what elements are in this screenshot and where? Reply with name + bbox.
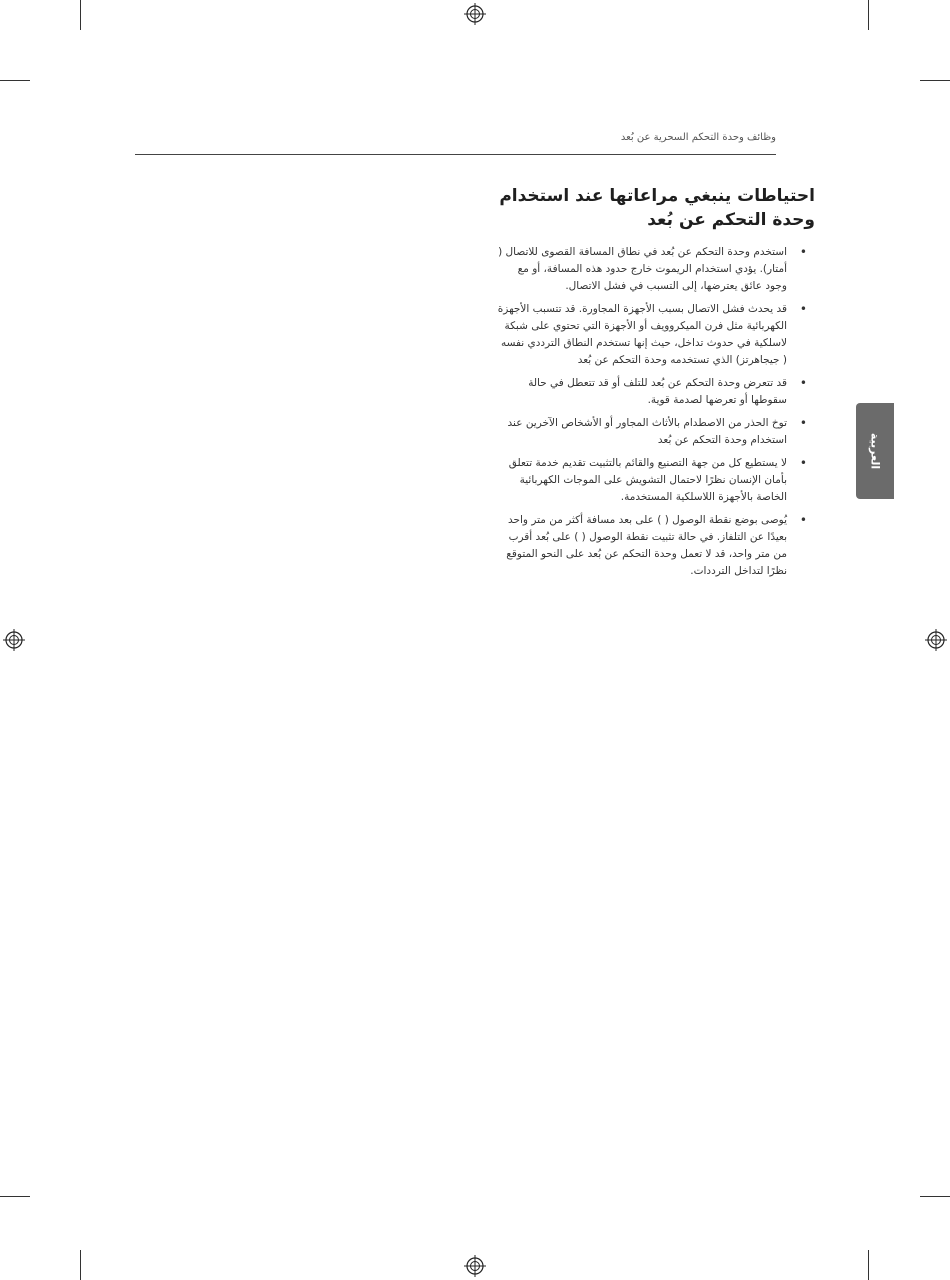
crop-mark-bottom-left [80,1250,81,1280]
running-head: وظائف وحدة التحكم السحرية عن بُعد [620,132,776,143]
crop-mark-left-bottom [0,1196,30,1197]
list-item: • قد يحدث فشل الاتصال بسبب الأجهزة المجاورة. قد تتسبب الأجهزة الكهربائية مثل فرن الميكروويف أو الأجهزة التي تحتوي على شبكة لاسلكية في حدوث تداخل، حيث إنها تستخدم النطاق الترددي نفسه ( جيجاهرتز) الذي تستخدمه وحدة التحكم عن بُعد [495,301,815,369]
registration-mark-top-icon [464,3,486,25]
precautions-list [495,244,815,586]
list-item: • لا يستطيع كل من جهة التصنيع والقائم بالتثبيت تقديم خدمة تتعلق بأمان الإنسان نظرًا لاحتمال التشويش على الموجات الكهربائية الخاصة بالأجهزة اللاسلكية المستخدمة. [495,455,815,506]
crop-mark-left-top [0,80,30,81]
crop-mark-right-top [920,80,950,81]
list-item: • توخ الحذر من الاصطدام بالأثاث المجاور أو الأشخاص الآخرين عند استخدام وحدة التحكم عن بُعد [495,415,815,449]
crop-mark-top-right [868,0,869,30]
header-rule [135,154,776,155]
registration-mark-right-icon [925,629,947,651]
registration-mark-left-icon [3,629,25,651]
crop-mark-bottom-right [868,1250,869,1280]
language-tab-label: العربية [868,432,882,470]
crop-mark-top-left [80,0,81,30]
list-item: • استخدم وحدة التحكم عن بُعد في نطاق المسافة القصوى للاتصال ( أمتار). يؤدي استخدام الريموت خارج حدود هذه المسافة، أو مع وجود عائق يعترضها، إلى التسبب في فشل الاتصال. [495,244,815,295]
crop-mark-right-bottom [920,1196,950,1197]
section-title: احتياطات ينبغي مراعاتها عند استخدام وحدة التحكم عن بُعد [499,186,815,230]
language-side-tab [856,403,894,499]
list-item: • قد تتعرض وحدة التحكم عن بُعد للتلف أو قد تتعطل في حالة سقوطها أو تعرضها لصدمة قوية. [495,375,815,409]
registration-mark-bottom-icon [464,1255,486,1277]
list-item: • يُوصى بوضع نقطة الوصول ( ) على بعد مسافة أكثر من متر واحد بعيدًا عن التلفاز. في حالة تثبيت نقطة الوصول ( ) على بُعد أقرب من متر واحد، قد لا تعمل وحدة التحكم عن بُعد على النحو المتوقع نظرًا لتداخل الترددات. [495,512,815,580]
